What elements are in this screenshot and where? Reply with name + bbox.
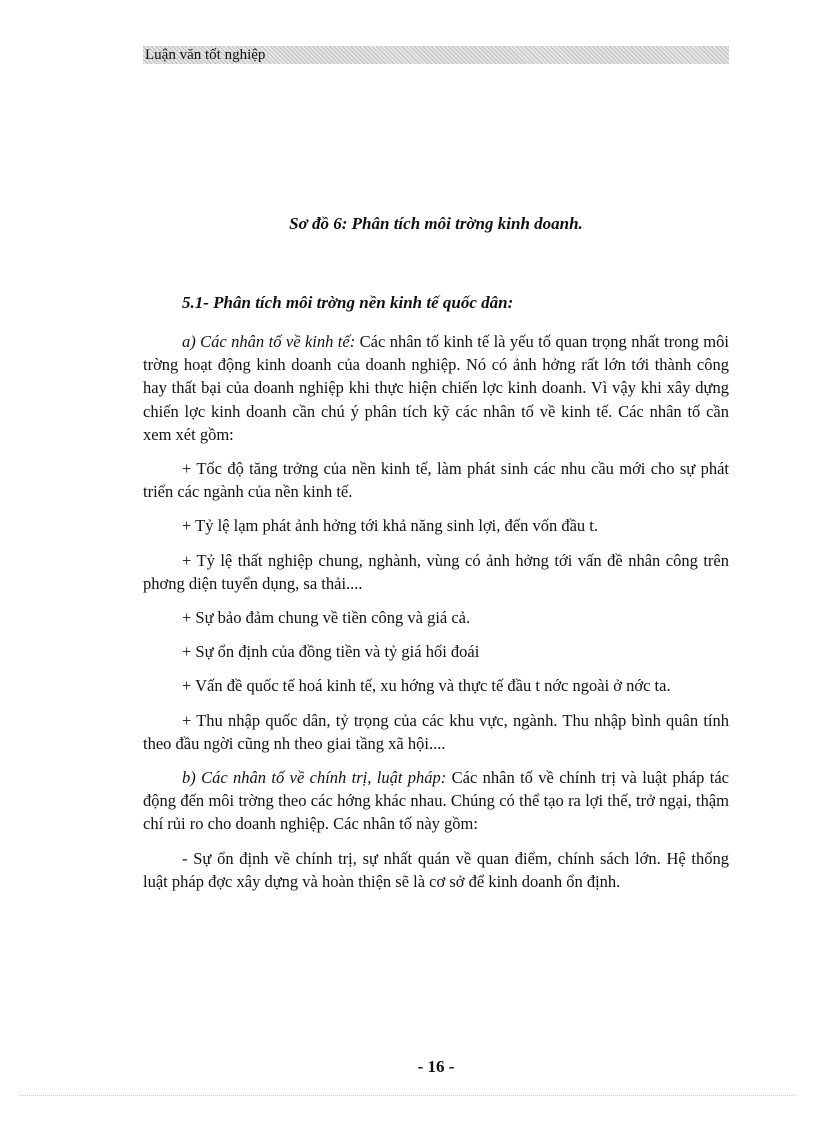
paragraph-growth-rate: + Tốc độ tăng trởng của nền kinh tế, làm phát sinh các nhu cầu mới cho sự phát triển các ngành của nền kinh tế.	[143, 459, 729, 502]
diagram-caption: Sơ đồ 6: Phân tích môi trờng kinh doanh.	[289, 214, 583, 233]
section-heading: 5.1- Phân tích môi trờng nền kinh tế quốc dân:	[182, 293, 514, 312]
paragraph-economic-factors	[143, 330, 729, 446]
paragraph-political-stability: - Sự ổn định về chính trị, sự nhất quán về quan điểm, chính sách lớn. Hệ thống luật pháp đợc xây dựng và hoàn thiện sẽ là cơ sở để kinh doanh ổn định.	[143, 848, 729, 891]
paragraph-text-political: Các nhân tố về chính trị và luật pháp tác động đến môi trờng theo các hớng khác nhau. Chúng có thể tạo ra lợi thế, trở ngại, thậm chí rủi ro cho doanh nghiệp. Các nhân tố này gồm:	[143, 768, 729, 834]
paragraph-national-income: + Thu nhập quốc dân, tỷ trọng của các khu vực, ngành. Thu nhập bình quân tính theo đầu ngời cũng nh theo giai tầng xã hội....	[143, 710, 729, 753]
bottom-divider	[20, 1095, 796, 1096]
paragraph-inflation: + Tỷ lệ lạm phát ảnh hởng tới khả năng sinh lợi, đến vốn đầu t.	[182, 516, 598, 536]
document-header-title: Luận văn tốt nghiệp	[145, 47, 266, 63]
paragraph-wages-prices: + Sự bảo đảm chung về tiền công và giá cả.	[182, 608, 471, 628]
paragraph-political-legal	[143, 766, 729, 836]
paragraph-lead-political: b) Các nhân tố về chính trị, luật pháp:	[182, 768, 447, 788]
paragraph-unemployment: + Tỷ lệ thất nghiệp chung, nghành, vùng có ảnh hởng tới vấn đề nhân công trên phơng diện tuyển dụng, sa thải....	[143, 550, 729, 593]
header-band	[143, 46, 729, 64]
paragraph-text-economic: Các nhân tố kinh tế là yếu tố quan trọng nhất trong môi trờng hoạt động kinh doanh của doanh nghiệp. Nó có ảnh hởng rất lớn tới thành công hay thất bại của doanh nghiệp khi thực hiện chiến lợc kinh doanh. Vì vậy khi xây dựng chiến lợc kinh doanh cần chú ý phân tích kỹ các nhân tố về kinh tế. Các nhân tố cần xem xét gồm:	[143, 332, 729, 444]
paragraph-lead-economic: a) Các nhân tố về kinh tế:	[182, 332, 356, 351]
body-text	[143, 330, 729, 904]
page-number: - 16 -	[417, 1057, 455, 1076]
paragraph-internationalization: + Vấn đề quốc tế hoá kinh tế, xu hớng và thực tế đầu t nớc ngoài ở nớc ta.	[182, 676, 671, 696]
paragraph-currency-stability: + Sự ổn định của đồng tiền và tỷ giá hối đoái	[182, 642, 480, 662]
